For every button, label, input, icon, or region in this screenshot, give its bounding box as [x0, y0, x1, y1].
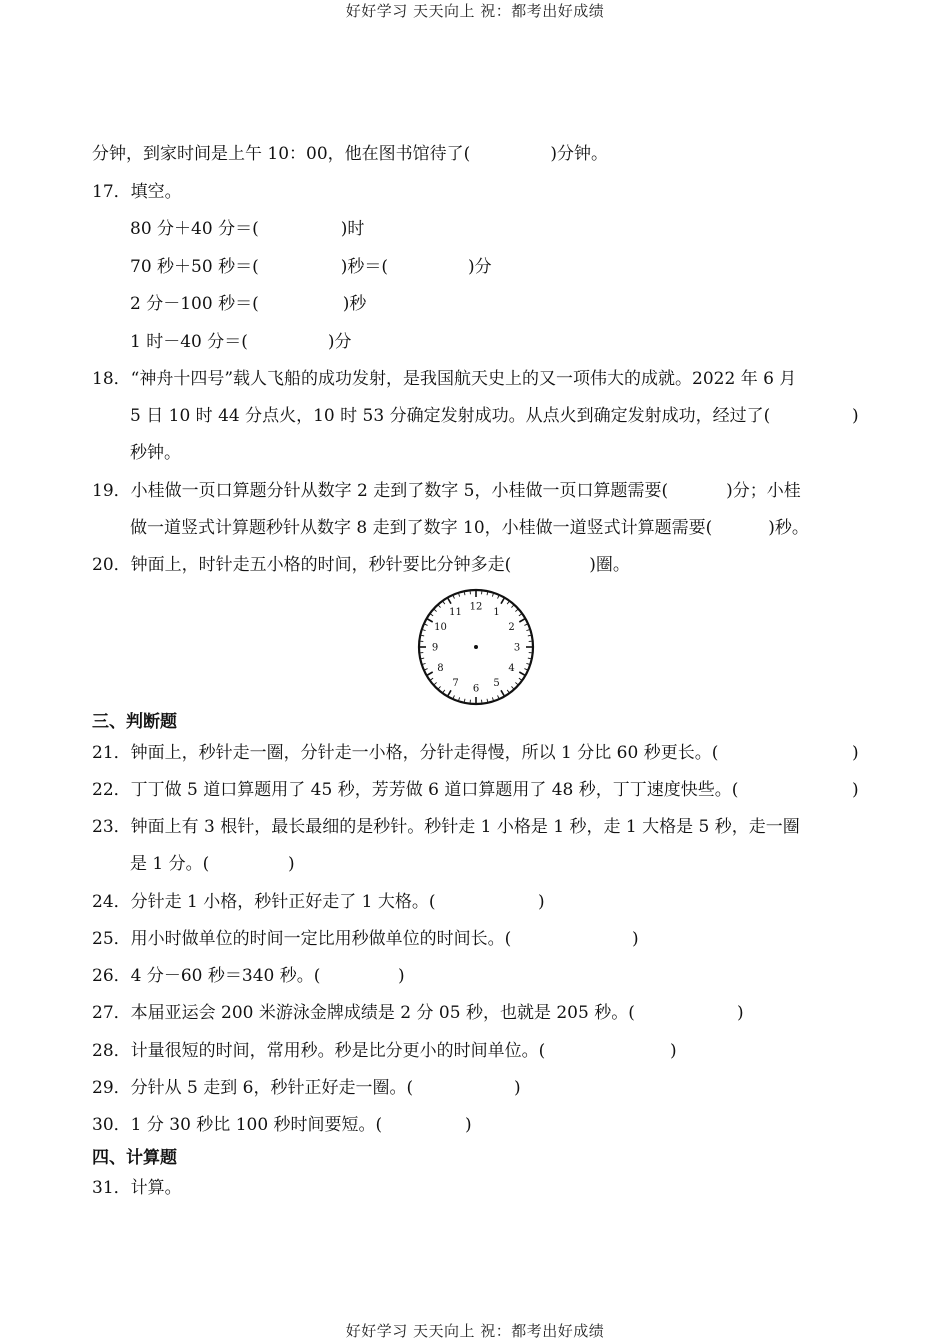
question-text: 分针走 1 小格，秒针正好走了 1 大格。( [130, 892, 436, 912]
question-18-line-3: 秒钟。 [130, 443, 181, 463]
clock-number: 7 [452, 678, 459, 690]
clock-minute-tick [524, 624, 527, 625]
question-19-line-1 [92, 479, 801, 503]
judge-question [92, 890, 436, 914]
question-number: 29． [92, 1078, 131, 1098]
question-number: 28． [92, 1041, 131, 1061]
question-text: 是 1 分。( [130, 854, 210, 874]
clock-minute-tick [526, 630, 529, 631]
question-31 [92, 1176, 182, 1200]
clock-minute-tick [464, 592, 465, 595]
clock-number: 12 [469, 601, 483, 613]
clock-minute-tick [434, 682, 436, 684]
clock-number: 8 [437, 663, 444, 674]
clock-minute-tick [431, 614, 433, 616]
question-16-tail [92, 142, 608, 166]
clock-minute-tick [421, 658, 424, 659]
judge-question [92, 1039, 545, 1063]
question-number: 23． [92, 817, 131, 837]
judge-question-continuation [130, 852, 209, 876]
answer-paren-end[interactable]: ) [288, 854, 295, 874]
question-19-line-2 [130, 516, 809, 540]
clock-minute-tick [507, 690, 509, 692]
clock-minute-tick [425, 624, 428, 625]
clock-minute-tick [425, 669, 428, 670]
q17-expr: 1 时－40 分＝( [130, 332, 248, 352]
clock-minute-tick [528, 658, 531, 659]
clock-minute-tick [515, 682, 517, 684]
judge-question [92, 1076, 413, 1100]
question-text: 小桂做一页口算题分针从数字 2 走到了数字 5，小桂做一页口算题需要( [130, 481, 669, 501]
clock-minute-tick [519, 614, 521, 616]
clock-number: 4 [508, 663, 515, 674]
clock-number: 9 [431, 642, 439, 654]
question-text: 分针从 5 走到 6，秒针正好走一圈。( [130, 1078, 414, 1098]
q16-suffix: )分钟。 [550, 144, 608, 164]
clock-hour-tick [448, 599, 451, 604]
q17-unit: )时 [340, 219, 365, 239]
question-text: 做一道竖式计算题秒针从数字 8 走到了数字 10，小桂做一道竖式计算题需要( [130, 518, 713, 538]
page-header: 好好学习 天天向上 祝：都考出好成绩 [345, 2, 605, 20]
question-text: 5 日 10 时 44 分点火，10 时 53 分确定发射成功。从点火到确定发射成功，经过了( [130, 406, 771, 426]
question-text: 本届亚运会 200 米游泳金牌成绩是 2 分 05 秒，也就是 205 秒。( [130, 1003, 635, 1023]
clock-minute-tick [431, 678, 433, 680]
clock-minute-tick [511, 686, 513, 688]
question-number: 27． [92, 1003, 131, 1023]
question-number: 20． [92, 555, 131, 575]
clock-minute-tick [439, 686, 441, 688]
answer-paren-end[interactable]: ) [737, 1003, 744, 1023]
clock-minute-tick [434, 610, 436, 612]
question-18-line-2 [130, 404, 860, 428]
answer-paren-end[interactable]: ) [852, 743, 859, 763]
clock-hour-tick [428, 672, 433, 675]
clock-face-image [415, 588, 537, 706]
question-text: 4 分－60 秒＝340 秒。( [130, 966, 321, 986]
clock-minute-tick [498, 596, 499, 599]
question-text: )秒。 [768, 518, 809, 538]
clock-number: 10 [434, 622, 447, 633]
answer-paren-end[interactable]: ) [514, 1078, 521, 1098]
page-footer: 好好学习 天天向上 祝：都考出好成绩 [345, 1322, 605, 1340]
clock-minute-tick [423, 630, 426, 631]
q17-unit: )秒＝( [340, 257, 388, 277]
clock-number: 11 [449, 606, 462, 618]
q17-line-1 [130, 217, 364, 241]
clock-number: 2 [508, 622, 515, 633]
clock-minute-tick [524, 669, 527, 670]
q16-text: 分钟，到家时间是上午 10：00，他在图书馆待了( [92, 144, 471, 164]
clock-minute-tick [492, 697, 493, 700]
section-title-calc: 四、计算题 [92, 1148, 177, 1168]
clock-minute-tick [459, 697, 460, 700]
clock-minute-tick [439, 605, 441, 607]
question-text: 1 分 30 秒比 100 秒时间要短。( [130, 1115, 383, 1135]
clock-minute-tick [421, 635, 424, 636]
judge-question [92, 964, 320, 988]
q17-expr: 80 分＋40 分＝( [130, 219, 259, 239]
judge-question [92, 927, 511, 951]
question-number: 17． [92, 182, 131, 202]
question-text: 钟面上有 3 根针，最长最细的是秒针。秒针走 1 小格是 1 秒，走 1 大格是 5 秒，走一圈 [130, 817, 800, 837]
question-number: 26． [92, 966, 131, 986]
clock-number: 5 [493, 678, 500, 690]
clock-hour-tick [519, 619, 524, 622]
clock-minute-tick [453, 695, 454, 698]
question-18-line-1 [92, 367, 796, 391]
clock-minute-tick [464, 699, 465, 702]
question-number: 19． [92, 481, 131, 501]
clock-hour-tick [501, 599, 504, 604]
clock-minute-tick [443, 602, 445, 604]
answer-paren-end[interactable]: ) [465, 1115, 472, 1135]
clock-minute-tick [511, 605, 513, 607]
clock-minute-tick [443, 690, 445, 692]
question-text: )分；小桂 [726, 481, 801, 501]
clock-minute-tick [423, 663, 426, 664]
q17-expr: 2 分－100 秒＝( [130, 294, 259, 314]
clock-number: 1 [493, 606, 500, 618]
question-number: 25． [92, 929, 131, 949]
clock-hour-tick [519, 672, 524, 675]
clock-number: 3 [513, 642, 521, 654]
answer-paren-end[interactable]: ) [538, 892, 545, 912]
answer-paren-end[interactable]: ) [670, 1041, 677, 1061]
question-number: 30． [92, 1115, 131, 1135]
q17-line-3 [130, 292, 366, 316]
clock-minute-tick [526, 663, 529, 664]
answer-paren-end: ) [852, 406, 859, 426]
question-text: “神舟十四号”载人飞船的成功发射，是我国航天史上的又一项伟大的成就。2022 年 6 月 [130, 369, 797, 389]
clock-minute-tick [507, 602, 509, 604]
question-number: 22． [92, 780, 131, 800]
clock-minute-tick [498, 695, 499, 698]
judge-question [92, 1001, 635, 1025]
clock-minute-tick [487, 592, 488, 595]
question-17-title [92, 180, 182, 204]
question-number: 31． [92, 1178, 131, 1198]
clock-minute-tick [487, 699, 488, 702]
clock-hour-tick [501, 690, 504, 695]
judge-question [92, 1113, 382, 1137]
clock-minute-tick [528, 635, 531, 636]
answer-paren-end[interactable]: ) [852, 780, 859, 800]
q17-unit: )分 [467, 257, 492, 277]
clock-hour-tick [448, 690, 451, 695]
judge-question [92, 815, 800, 839]
clock-center-dot [474, 645, 478, 649]
question-text: 用小时做单位的时间一定比用秒做单位的时间长。( [130, 929, 512, 949]
answer-paren-end[interactable]: ) [632, 929, 639, 949]
question-text: 计量很短的时间，常用秒。秒是比分更小的时间单位。( [130, 1041, 546, 1061]
q17-line-2 [130, 255, 492, 279]
answer-paren-end[interactable]: ) [398, 966, 405, 986]
clock-minute-tick [519, 678, 521, 680]
q17-line-4 [130, 330, 352, 354]
question-text: 计算。 [130, 1178, 182, 1198]
q17-unit: )秒 [342, 294, 367, 314]
q17-expr: 70 秒＋50 秒＝( [130, 257, 259, 277]
clock-hour-tick [428, 619, 433, 622]
clock-minute-tick [459, 594, 460, 597]
section-title-judge: 三、判断题 [92, 712, 177, 732]
question-text: )圈。 [589, 555, 630, 575]
question-number: 24． [92, 892, 131, 912]
clock-minute-tick [492, 594, 493, 597]
judge-question [92, 778, 738, 802]
question-text: 钟面上，时针走五小格的时间，秒针要比分钟多走( [130, 555, 512, 575]
question-text: 填空。 [130, 182, 182, 202]
question-text: 钟面上，秒针走一圈，分针走一小格，分针走得慢，所以 1 分比 60 秒更长。( [130, 743, 719, 763]
question-number: 21． [92, 743, 131, 763]
question-number: 18． [92, 369, 131, 389]
question-20 [92, 553, 630, 577]
question-text: 丁丁做 5 道口算题用了 45 秒，芳芳做 6 道口算题用了 48 秒，丁丁速度快些。( [130, 780, 739, 800]
clock-minute-tick [515, 610, 517, 612]
judge-question [92, 741, 718, 765]
q17-unit: )分 [327, 332, 352, 352]
clock-minute-tick [453, 596, 454, 599]
clock-number: 6 [472, 683, 480, 695]
